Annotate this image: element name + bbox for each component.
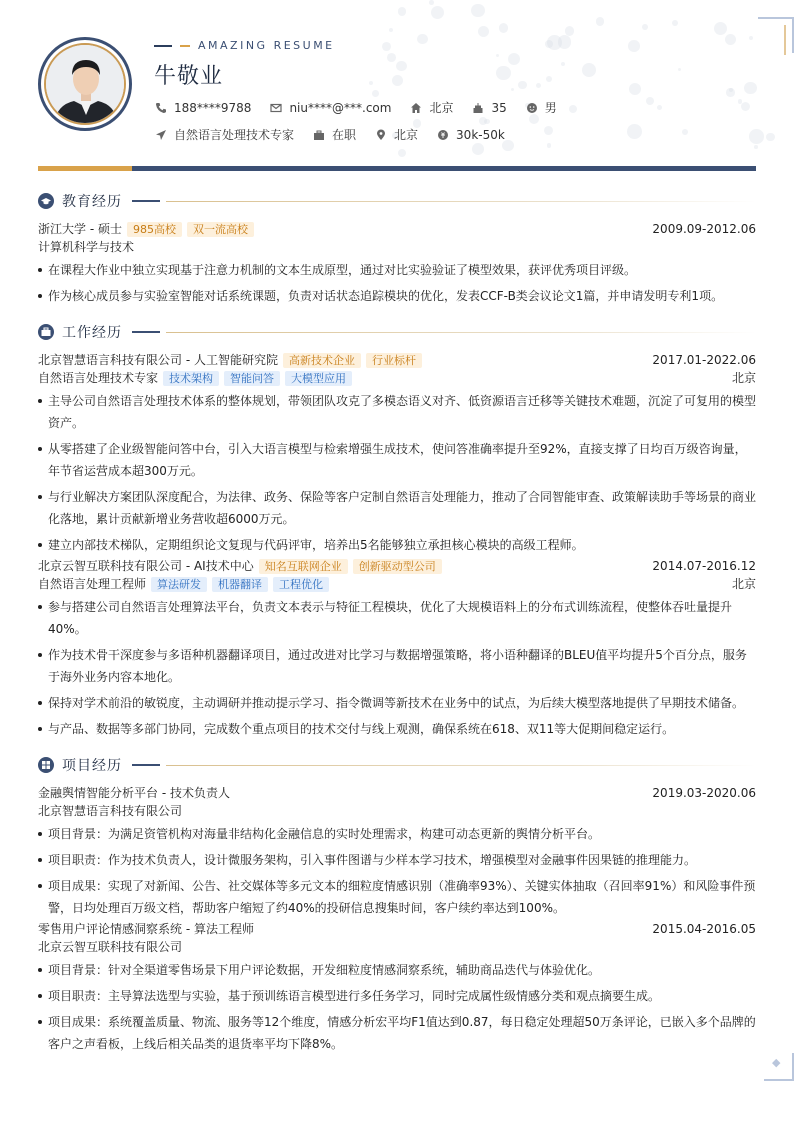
background-dot [389, 28, 393, 32]
background-dot [714, 22, 727, 35]
school-tag: 985高校 [127, 222, 182, 237]
education-entry [38, 220, 756, 307]
job-title: 自然语言处理工程师 [38, 577, 147, 591]
tagline [154, 39, 335, 52]
project-date: 2015.04-2016.05 [652, 922, 756, 936]
list-item: 与产品、数据等多部门协同，完成数个重点项目的技术交付与线上观测，确保系统在618、双11等大促期间稳定运行。 [38, 718, 756, 740]
project-entry [38, 784, 756, 919]
background-dot [429, 0, 434, 5]
hometown-item [409, 99, 453, 116]
salary-text: 30k-50k [456, 127, 505, 142]
skill-tag: 技术架构 [163, 371, 219, 386]
send-icon [154, 128, 168, 142]
section-header [38, 755, 756, 775]
skill-tag: 工程优化 [273, 577, 329, 592]
background-dot [642, 24, 648, 30]
grid-icon [38, 757, 54, 773]
skill-tag: 机器翻译 [212, 577, 268, 592]
phone-icon [154, 101, 168, 115]
candidate-name: 牛敬业 [154, 64, 224, 89]
education-date: 2009.09-2012.06 [652, 222, 756, 236]
email-text: niu****@***.com [289, 100, 392, 115]
school-tag: 双一流高校 [187, 222, 254, 237]
work-date: 2017.01-2022.06 [652, 353, 756, 367]
background-dot [672, 20, 678, 26]
salary-icon [436, 128, 450, 142]
section-title: 工作经历 [62, 325, 122, 341]
work-city: 北京 [731, 371, 756, 385]
job-intent-row [154, 126, 523, 143]
project-company: 北京智慧语言科技有限公司 [38, 804, 183, 818]
company-tag: 知名互联网企业 [259, 559, 348, 574]
briefcase-icon [38, 324, 54, 340]
background-dot [471, 4, 485, 18]
background-dot [398, 7, 406, 15]
salary-item [436, 128, 505, 142]
age-text: 35 [491, 100, 507, 115]
project-section [38, 755, 756, 1055]
hometown-text: 北京 [429, 101, 454, 115]
corner-ornament-top [758, 17, 794, 53]
work-date: 2014.07-2016.12 [652, 559, 756, 573]
project-company: 北京云智互联科技有限公司 [38, 940, 183, 954]
section-header [38, 322, 756, 342]
portrait-image [46, 45, 126, 125]
cake-icon [471, 101, 485, 115]
list-item: 与行业解决方案团队深度配合，为法律、政务、保险等客户定制自然语言处理能力，推动了合同智能审查、政策解读助手等场景的商业化落地，累计贡献新增业务营收超6000万元。 [38, 486, 756, 530]
company-name: 北京云智互联科技有限公司 - AI技术中心 [38, 559, 254, 573]
background-dot [766, 133, 775, 142]
header-divider [38, 166, 756, 171]
project-name: 零售用户评论情感洞察系统 - 算法工程师 [38, 922, 254, 936]
company-tag: 高新技术企业 [283, 353, 361, 368]
company-tag: 创新驱动型公司 [353, 559, 442, 574]
mail-icon [269, 101, 283, 115]
major: 计算机科学与技术 [38, 240, 135, 254]
gender-item [525, 99, 557, 116]
company-name: 北京智慧语言科技有限公司 - 人工智能研究院 [38, 353, 278, 367]
job-title: 自然语言处理技术专家 [38, 371, 159, 385]
graduation-cap-icon [38, 193, 54, 209]
resume-header [38, 37, 756, 165]
job-status-text: 在职 [332, 128, 357, 142]
target-city-item [374, 126, 418, 143]
section-title: 教育经历 [62, 194, 122, 210]
company-tag: 行业标杆 [366, 353, 422, 368]
list-item: 作为核心成员参与实验室智能对话系统课题，负责对话状态追踪模块的优化，发表CCF-B类会议论文1篇，并申请发明专利1项。 [38, 285, 756, 307]
section-title: 项目经历 [62, 758, 122, 774]
list-item: 建立内部技术梯队，定期组织论文复现与代码评审，培养出5名能够独立承担核心模块的高级工程师。 [38, 534, 756, 556]
list-item: 项目职责：作为技术负责人，设计微服务架构，引入事件图谱与少样本学习技术，增强模型对金融事件因果链的推理能力。 [38, 849, 756, 871]
skill-tag: 智能问答 [224, 371, 280, 386]
email-item [269, 101, 391, 115]
background-dot [596, 17, 605, 26]
work-city: 北京 [731, 577, 756, 591]
location-icon [374, 128, 388, 142]
age-item [471, 101, 506, 115]
target-position-item [154, 126, 294, 143]
list-item: 项目职责：主导算法选型与实验，基于预训练语言模型进行多任务学习，同时完成属性级情感分类和观点摘要生成。 [38, 985, 756, 1007]
background-dot [431, 6, 444, 19]
gender-icon [525, 101, 539, 115]
tagline-text: AMAZING RESUME [198, 39, 335, 52]
project-date: 2019.03-2020.06 [652, 786, 756, 800]
list-item: 参与搭建公司自然语言处理算法平台，负责文本表示与特征工程模块，优化了大规模语料上的分布式训练流程，使整体吞吐量提升40%。 [38, 596, 756, 640]
list-item: 在课程大作业中独立实现基于注意力机制的文本生成原型，通过对比实验验证了模型效果，获评优秀项目评级。 [38, 259, 756, 281]
work-section [38, 322, 756, 740]
list-item: 项目成果：实现了对新闻、公告、社交媒体等多元文本的细粒度情感识别（准确率93%）、关键实体抽取（召回率91%）和风险事件预警，日均处理百万级文档，帮助客户缩短了约40%的投研信息搜集时间，客户续约率达到100%。 [38, 875, 756, 919]
skill-tag: 算法研发 [151, 577, 207, 592]
education-section [38, 191, 756, 307]
background-dot [499, 23, 509, 33]
briefcase-icon [312, 128, 326, 142]
job-status-item [312, 126, 356, 143]
list-item: 项目成果：系统覆盖质量、物流、服务等12个维度，情感分析宏平均F1值达到0.87，每日稳定处理超50万条评论，已嵌入多个品牌的客户之声看板，上线后相关品类的退货率平均下降8%。 [38, 1011, 756, 1055]
skill-tag: 大模型应用 [285, 371, 352, 386]
section-header [38, 191, 756, 211]
list-item: 项目背景：为满足资管机构对海量非结构化金融信息的实时处理需求，构建可动态更新的舆情分析平台。 [38, 823, 756, 845]
target-position-text: 自然语言处理技术专家 [174, 128, 295, 142]
project-name: 金融舆情智能分析平台 - 技术负责人 [38, 786, 230, 800]
list-item: 保持对学术前沿的敏锐度，主动调研并推动提示学习、指令微调等新技术在业务中的试点，为后续大模型落地提供了早期技术储备。 [38, 692, 756, 714]
target-city-text: 北京 [394, 128, 419, 142]
avatar [38, 37, 132, 131]
list-item: 主导公司自然语言处理技术体系的整体规划，带领团队攻克了多模态语义对齐、低资源语言迁移等关键技术难题，沉淀了可复用的模型资产。 [38, 390, 756, 434]
project-entry [38, 920, 756, 1055]
background-dot [478, 26, 489, 37]
work-entry [38, 351, 756, 556]
phone-item [154, 101, 251, 115]
gender-text: 男 [544, 101, 557, 115]
list-item: 从零搭建了企业级智能问答中台，引入大语言模型与检索增强生成技术，使问答准确率提升至92%，直接支撑了日均百万级咨询量，年节省运营成本超300万元。 [38, 438, 756, 482]
phone-text: 188****9788 [174, 100, 252, 115]
list-item: 项目背景：针对全渠道零售场景下用户评论数据，开发细粒度情感洞察系统，辅助商品迭代与体验优化。 [38, 959, 756, 981]
work-entry [38, 557, 756, 740]
home-icon [409, 101, 423, 115]
list-item: 作为技术骨干深度参与多语种机器翻译项目，通过改进对比学习与数据增强策略，将小语种翻译的BLEU值平均提升5个百分点，服务于海外业务内容本地化。 [38, 644, 756, 688]
school-name: 浙江大学 - 硕士 [38, 222, 122, 236]
corner-ornament-bottom: ◆ [764, 1053, 794, 1081]
contact-row [154, 99, 575, 116]
